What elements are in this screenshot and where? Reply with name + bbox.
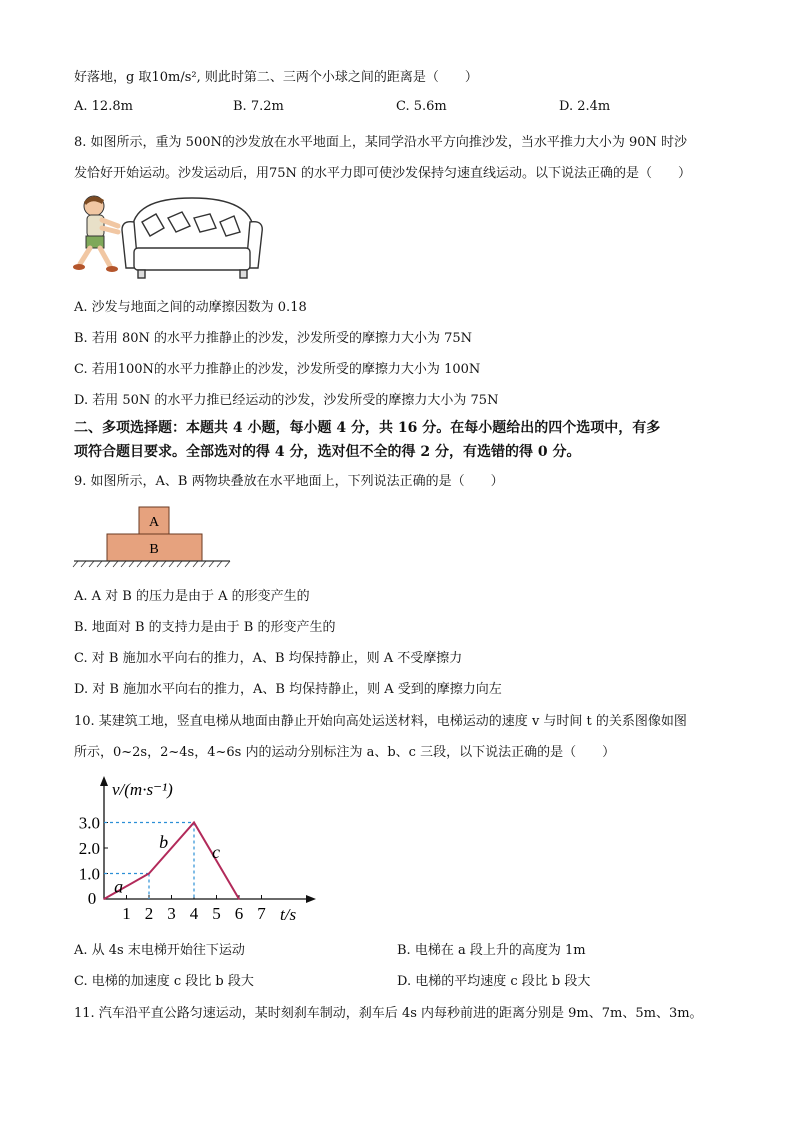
q10-stem-line2: 所示，0~2s，2~4s，4~6s 内的运动分别标注为 a、b、c 三段，以下说法正确的是（ ） bbox=[74, 745, 616, 760]
x-tick-label: 2 bbox=[144, 904, 154, 923]
block-a-label: A bbox=[148, 515, 160, 530]
q10-options-row1 bbox=[0, 939, 794, 959]
q8-option-c: C. 若用100N的水平力推静止的沙发，沙发所受的摩擦力大小为 100N bbox=[74, 362, 481, 377]
y-tick-label: 2.0 bbox=[78, 839, 100, 858]
y-tick-label: 3.0 bbox=[78, 813, 100, 833]
velocity-point bbox=[148, 873, 150, 875]
velocity-point bbox=[103, 898, 105, 900]
sofa-illustration bbox=[72, 192, 266, 282]
q9-option-a: A. A 对 B 的压力是由于 A 的形变产生的 bbox=[74, 589, 310, 604]
q10-option-d: D. 电梯的平均速度 c 段比 b 段大 bbox=[397, 974, 591, 989]
q7-stem: 好落地，g 取10m/s², 则此时第二、三两个小球之间的距离是（ ） bbox=[74, 70, 478, 85]
blocks-figure bbox=[72, 504, 234, 572]
x-tick-label: 1 bbox=[122, 904, 131, 923]
block-b-label: B bbox=[149, 542, 159, 557]
x-axis-label: t/s bbox=[280, 905, 297, 924]
y-tick-label: 1.0 bbox=[78, 864, 100, 884]
velocity-point bbox=[193, 822, 195, 824]
q9-option-b: B. 地面对 B 的支持力是由于 B 的形变产生的 bbox=[74, 620, 336, 635]
q7-option-b: B. 7.2m bbox=[233, 99, 284, 114]
segment-label-b: b bbox=[159, 832, 169, 852]
x-tick-label: 0 bbox=[87, 889, 97, 908]
y-axis-arrow bbox=[100, 776, 108, 786]
segment-label-c: c bbox=[212, 842, 220, 863]
q7-option-a: A. 12.8m bbox=[74, 99, 133, 114]
q8-stem-line2: 发恰好开始运动。沙发运动后，用75N 的水平力即可使沙发保持匀速直线运动。以下说法正确的是（ ） bbox=[74, 166, 692, 181]
sofa bbox=[122, 198, 262, 278]
q8-option-d: D. 若用 50N 的水平力推已经运动的沙发，沙发所受的摩擦力大小为 75N bbox=[74, 393, 499, 408]
ground-hatching bbox=[73, 561, 230, 567]
velocity-time-chart bbox=[70, 770, 320, 925]
q9-option-c: C. 对 B 施加水平向右的推力，A、B 均保持静止，则 A 不受摩擦力 bbox=[74, 651, 463, 666]
q10-stem-line1: 10. 某建筑工地，竖直电梯从地面由静止开始向高处运送材料，电梯运动的速度 v 与时间 t 的关系图像如图 bbox=[74, 714, 687, 729]
q9-stem: 9. 如图所示，A、B 两物块叠放在水平地面上，下列说法正确的是（ ） bbox=[74, 474, 504, 489]
x-tick-label: 3 bbox=[167, 904, 176, 923]
person-figure bbox=[73, 196, 118, 272]
q7-options bbox=[0, 99, 794, 119]
x-tick-label: 6 bbox=[234, 904, 244, 923]
segment-label-a: a bbox=[114, 876, 124, 897]
q8-option-b: B. 若用 80N 的水平力推静止的沙发，沙发所受的摩擦力大小为 75N bbox=[74, 331, 473, 346]
q10-option-b: B. 电梯在 a 段上升的高度为 1m bbox=[397, 943, 586, 958]
q10-option-a: A. 从 4s 末电梯开始往下运动 bbox=[74, 943, 245, 958]
section2-line1: 二、多项选择题：本题共 4 小题，每小题 4 分，共 16 分。在每小题给出的四个选项中，有多 bbox=[74, 420, 661, 436]
x-tick-label: 4 bbox=[189, 904, 199, 923]
x-axis-arrow bbox=[306, 895, 316, 903]
q9-option-d: D. 对 B 施加水平向右的推力，A、B 均保持静止，则 A 受到的摩擦力向左 bbox=[74, 682, 502, 697]
section2-line2: 项符合题目要求。全部选对的得 4 分，选对但不全的得 2 分，有选错的得 0 分。 bbox=[74, 444, 581, 460]
y-axis-label: v/(m·s⁻¹) bbox=[112, 780, 173, 799]
x-tick-label: 7 bbox=[257, 904, 266, 923]
q10-options-row2 bbox=[0, 970, 794, 990]
q7-option-d: D. 2.4m bbox=[559, 99, 611, 114]
q7-option-c: C. 5.6m bbox=[396, 99, 447, 114]
q10-option-c: C. 电梯的加速度 c 段比 b 段大 bbox=[74, 974, 254, 989]
q8-option-a: A. 沙发与地面之间的动摩擦因数为 0.18 bbox=[74, 300, 307, 315]
q8-stem-line1: 8. 如图所示，重为 500N的沙发放在水平地面上，某同学沿水平方向推沙发，当水平推力大小为 90N 时沙 bbox=[74, 135, 688, 150]
velocity-point bbox=[238, 898, 240, 900]
q11-stem: 11. 汽车沿平直公路匀速运动，某时刻刹车制动，刹车后 4s 内每秒前进的距离分别是 9m、7m、5m、3m。 bbox=[74, 1006, 703, 1021]
x-tick-label: 5 bbox=[212, 904, 221, 923]
